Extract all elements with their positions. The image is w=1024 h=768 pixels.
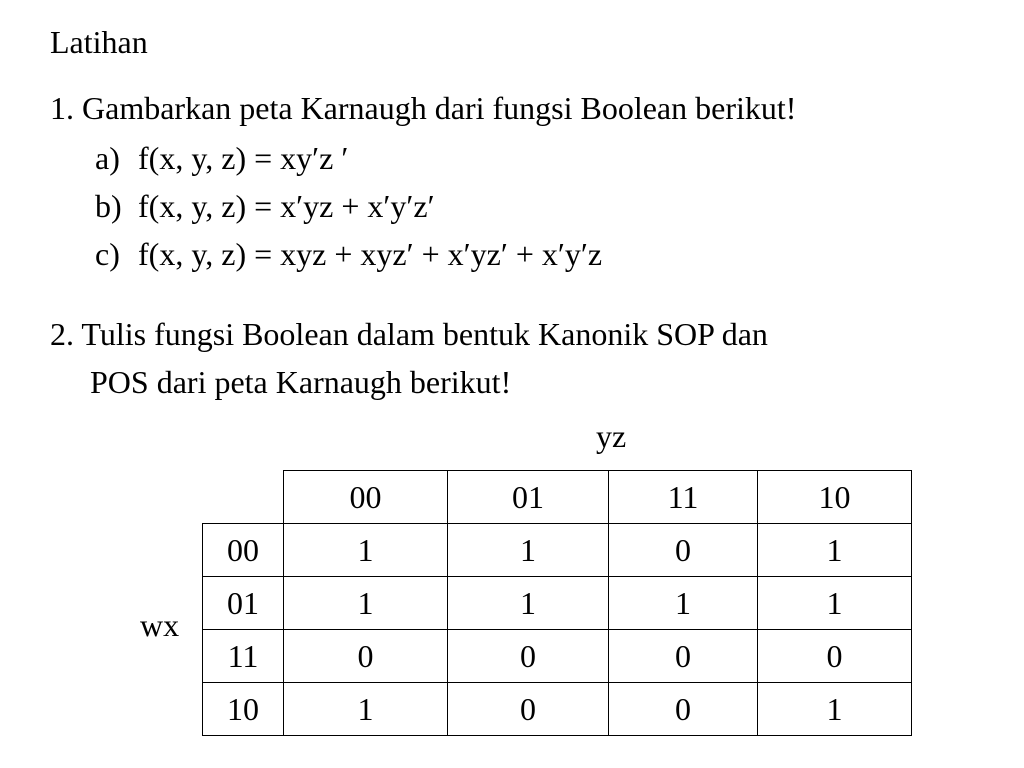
kmap-row-header: 10 <box>203 683 284 736</box>
kmap-corner-cell <box>203 471 284 524</box>
kmap-row-header: 01 <box>203 577 284 630</box>
question-2-line-2: POS dari peta Karnaugh berikut! <box>90 364 512 400</box>
kmap-cell: 0 <box>609 683 758 736</box>
item-expression: f(x, y, z) = x′yz + x′y′z′ <box>138 188 435 224</box>
kmap-cell: 0 <box>609 524 758 577</box>
kmap-col-header: 00 <box>284 471 448 524</box>
question-2-line-1: 2. Tulis fungsi Boolean dalam bentuk Kanonik SOP dan <box>50 316 768 352</box>
kmap-row-variable: wx <box>140 607 180 643</box>
kmap-col-header: 10 <box>758 471 912 524</box>
kmap-header-row <box>203 471 912 524</box>
kmap-row <box>203 577 912 630</box>
item-expression: f(x, y, z) = xy′z ′ <box>138 140 349 176</box>
kmap-cell: 0 <box>448 683 609 736</box>
item-letter: b) <box>95 188 122 224</box>
kmap-row <box>203 524 912 577</box>
kmap-cell: 1 <box>448 524 609 577</box>
item-letter: a) <box>95 140 120 176</box>
kmap-col-header: 01 <box>448 471 609 524</box>
kmap-cell: 1 <box>284 524 448 577</box>
karnaugh-map-table <box>202 470 912 736</box>
kmap-cell: 1 <box>758 577 912 630</box>
kmap-cell: 0 <box>609 630 758 683</box>
kmap-cell: 0 <box>284 630 448 683</box>
kmap-cell: 1 <box>758 683 912 736</box>
kmap-row-header: 11 <box>203 630 284 683</box>
kmap-row-header: 00 <box>203 524 284 577</box>
item-expression: f(x, y, z) = xyz + xyz′ + x′yz′ + x′y′z <box>138 236 603 272</box>
question-1-text: 1. Gambarkan peta Karnaugh dari fungsi Boolean berikut! <box>50 90 797 126</box>
kmap-col-header: 11 <box>609 471 758 524</box>
kmap-cell: 1 <box>448 577 609 630</box>
kmap-row <box>203 630 912 683</box>
kmap-row <box>203 683 912 736</box>
page-title: Latihan <box>50 24 148 60</box>
kmap-cell: 1 <box>284 683 448 736</box>
kmap-cell: 1 <box>284 577 448 630</box>
kmap-cell: 1 <box>609 577 758 630</box>
kmap-cell: 1 <box>758 524 912 577</box>
kmap-cell: 0 <box>448 630 609 683</box>
item-letter: c) <box>95 236 120 272</box>
kmap-cell: 0 <box>758 630 912 683</box>
kmap-column-variable: yz <box>596 418 627 454</box>
